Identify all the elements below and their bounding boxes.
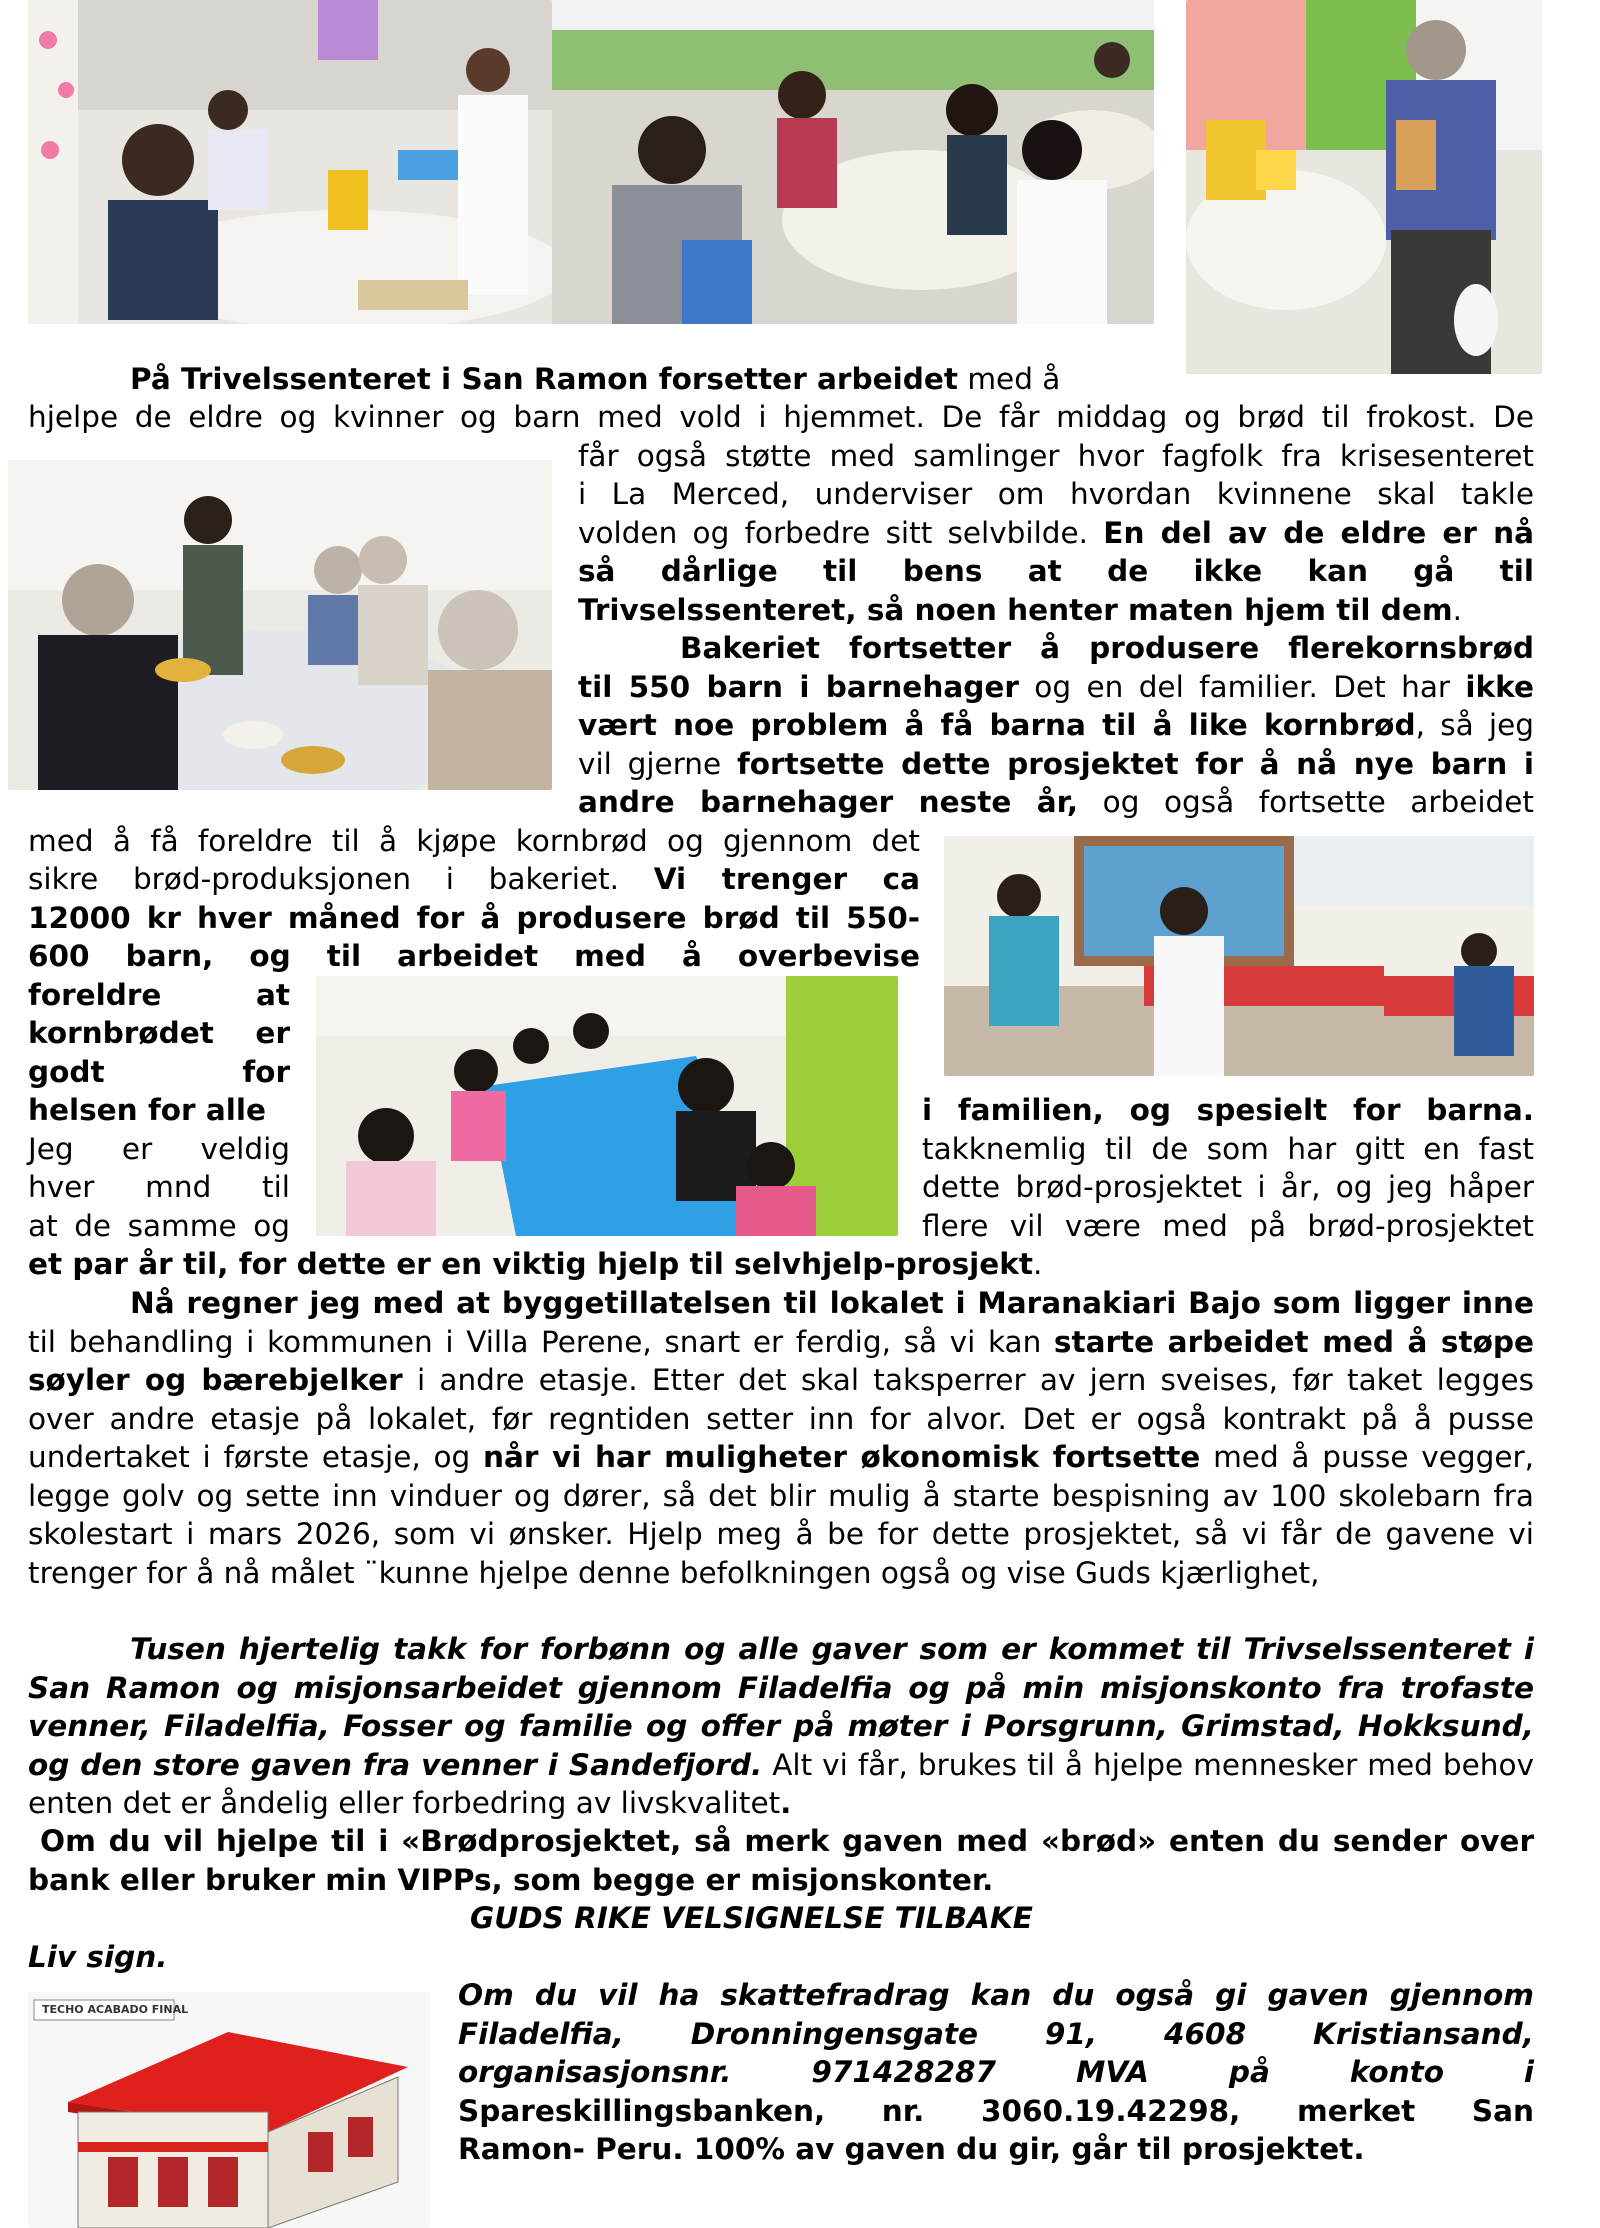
photo-kids-eating-table xyxy=(316,976,898,1236)
p2-line9: 600 barn, og til arbeidet med å overbevise xyxy=(28,939,920,973)
p2-line14-right: takknemlig til de som har gitt en fast xyxy=(922,1132,1534,1166)
p4-thanks-paragraph: Tusen hjertelig takk for forbønn og alle gaver som er kommet til Trivselssenteret i San Ramon og misjonsarbeidet gjennom Filadelfia og på min misjonskonto fra trofaste venner, Filadelfia, Fosser og familie og offer på møter i Porsgrunn, Grimstad, Hokksund, og den store gaven fra venner i Sandefjord. Alt vi får, brukes til å hjelpe mennesker med behov enten det er åndelig eller forbedring av livskvalitet. xyxy=(28,1632,1534,1820)
p2-line4: vil gjerne fortsette dette prosjektet for å nå nye barn i xyxy=(578,747,1534,781)
photo-elderly-lunch xyxy=(8,460,552,790)
photo-elderly-woman-bread xyxy=(1186,0,1542,374)
p2-line15-left: hver mnd til xyxy=(28,1170,290,1204)
p1-line3: får også støtte med samlinger hvor fagfolk fra krisesenteret xyxy=(578,439,1534,473)
photo-kids-showing-bread xyxy=(944,836,1534,1076)
blessing-line: GUDS RIKE VELSIGNELSE TILBAKE xyxy=(470,1901,1033,1935)
tax-line5: Ramon- Peru. 100% av gaven du gir, går til prosjektet. xyxy=(458,2132,1365,2166)
photo-building-drawing xyxy=(28,1992,430,2228)
p1-line6: så dårlige til bens at de ikke kan gå til xyxy=(578,554,1534,588)
p2-line5: andre barnehager neste år, og også fortsette arbeidet xyxy=(578,785,1534,819)
p2-line2: til 550 barn i barnehager og en del familier. Det har ikke xyxy=(578,670,1534,704)
p2-line7: sikre brød-produksjonen i bakeriet. Vi trenger ca xyxy=(28,862,920,896)
signature: Liv sign. xyxy=(28,1940,168,1974)
p5-bread-project: Om du vil hjelpe til i «Brødprosjektet, så merk gaven med «brød» enten du sender over bank eller bruker min VIPPs, som begge er misjonskonter. xyxy=(28,1824,1534,1897)
p2-line6: med å få foreldre til å kjøpe kornbrød og gjennom det xyxy=(28,824,920,858)
p1-line2: hjelpe de eldre og kvinner og barn med vold i hjemmet. De får middag og brød til frokost. De xyxy=(28,400,1534,434)
p2-line12: godt for xyxy=(28,1055,290,1089)
p2-line14-left: Jeg er veldig xyxy=(28,1132,290,1166)
building-caption: TECHO ACABADO FINAL xyxy=(42,2003,189,2016)
tax-line3: organisasjonsnr. 971428287 MVA på konto i xyxy=(458,2055,1534,2089)
p3-building-paragraph: Nå regner jeg med at byggetillatelsen til lokalet i Maranakiari Bajo som ligger inne til behandling i kommunen i Villa Perene, snart er ferdig, så vi kan starte arbeidet med å støpe søyler og bærebjelker i andre etasje. Etter det skal taksperrer av jern sveises, før taket legges over andre etasje på lokalet, før regntiden setter inn for alvor. Det er også kontrakt på å pusse undertaket i første etasje, og når vi har muligheter økonomisk fortsette med å pusse vegger, legge golv og sette inn vinduer og dører, så det blir mulig å starte bespisning av 100 skolebarn fra skolestart i mars 2026, som vi ønsker. Hjelp meg å be for dette prosjektet, så vi får de gavene vi trenger for å nå målet ¨kunne hjelpe denne befolkningen også og vise Guds kjærlighet, xyxy=(28,1286,1534,1590)
p1-line1: På Trivelssenteret i San Ramon forsetter arbeidet med å xyxy=(130,362,1061,396)
p2-line16-right: flere vil være med på brød-prosjektet xyxy=(922,1209,1534,1243)
p2-line17: et par år til, for dette er en viktig hjelp til selvhjelp-prosjekt. xyxy=(28,1247,1043,1281)
p1-line4: i La Merced, underviser om hvordan kvinnene skal takle xyxy=(578,477,1534,511)
p2-line16-left: at de samme og xyxy=(28,1209,290,1243)
p2-line8: 12000 kr hver måned for å produsere brød til 550- xyxy=(28,901,920,935)
p2-line15-right: dette brød-prosjektet i år, og jeg håper xyxy=(922,1170,1534,1204)
p2-line13-left: helsen for alle xyxy=(28,1093,267,1127)
tax-line4: Spareskillingsbanken, nr. 3060.19.42298, merket San xyxy=(458,2094,1534,2128)
p1-line7: Trivselssenteret, så noen henter maten hjem til dem. xyxy=(578,593,1463,627)
p2-line10: foreldre at xyxy=(28,978,290,1012)
photo-women-handicraft xyxy=(552,0,1154,324)
photo-sewing-group xyxy=(28,0,552,324)
p2-line1: Bakeriet fortsetter å produsere flerekornsbrød xyxy=(680,631,1534,665)
tax-line2: Filadelfia, Dronningensgate 91, 4608 Kristiansand, xyxy=(458,2017,1534,2051)
tax-line1: Om du vil ha skattefradrag kan du også gi gaven gjennom xyxy=(458,1978,1534,2012)
p2-line11: kornbrødet er xyxy=(28,1016,290,1050)
p2-line3: vært noe problem å få barna til å like kornbrød, så jeg xyxy=(578,708,1534,742)
p2-line13-right: i familien, og spesielt for barna. xyxy=(922,1093,1534,1127)
p1-line5: volden og forbedre sitt selvbilde. En del av de eldre er nå xyxy=(578,516,1535,550)
